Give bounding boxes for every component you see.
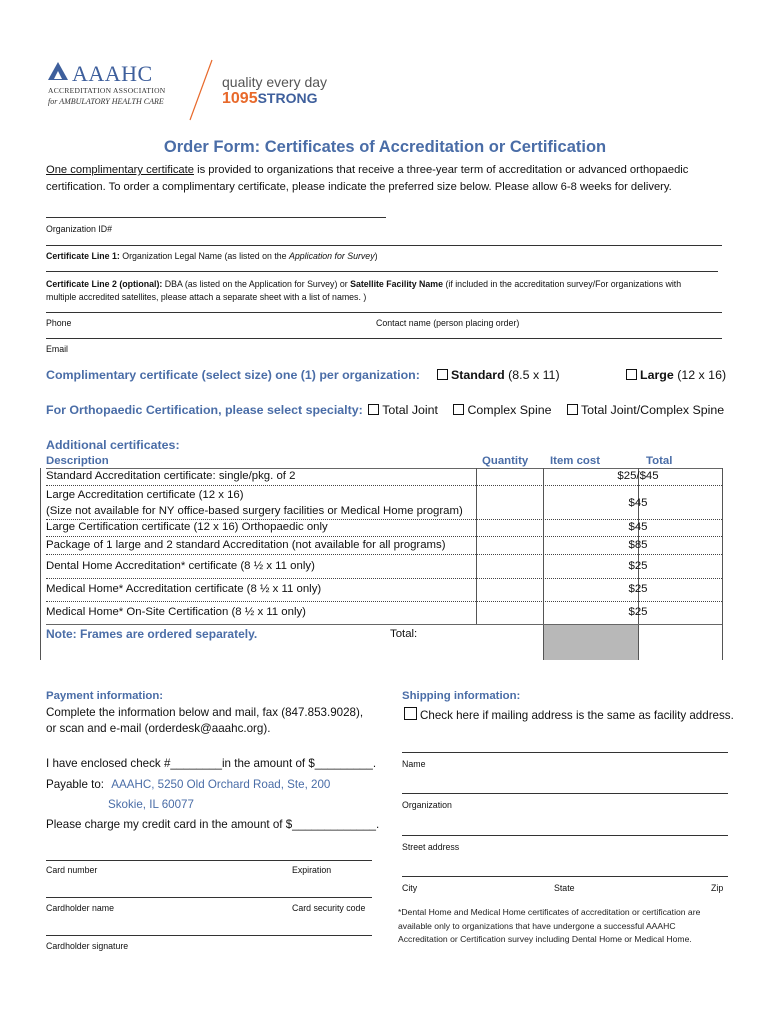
security-code-label: Card security code — [292, 903, 366, 913]
checkbox-icon[interactable] — [437, 369, 448, 380]
payment-heading: Payment information: — [46, 690, 164, 702]
row-divider — [46, 485, 722, 486]
row-desc: Package of 1 large and 2 standard Accreditation (not available for all programs) — [46, 539, 446, 551]
standard-bold: Standard — [451, 368, 505, 382]
phone-contact-input[interactable] — [46, 312, 722, 313]
large-option[interactable] — [626, 368, 726, 382]
total-label: Total: — [390, 628, 418, 640]
row-divider — [46, 578, 722, 579]
complimentary-label: Complimentary certificate (select size) one (1) per organization: — [46, 368, 420, 382]
table-row — [46, 560, 720, 572]
row-desc: Large Accreditation certificate (12 x 16) — [46, 489, 244, 501]
tagline-number: 1095 — [222, 90, 258, 107]
cert-line1-end: ) — [374, 251, 378, 261]
intro-text — [46, 162, 736, 196]
table-row — [46, 470, 720, 482]
row-cost: $85 — [628, 539, 648, 551]
checkbox-icon[interactable] — [453, 404, 464, 415]
standard-option[interactable] — [437, 368, 560, 382]
table-right-border — [722, 468, 723, 660]
ship-zip-label: Zip — [711, 883, 724, 893]
contact-label: Contact name (person placing order) — [376, 318, 520, 328]
footnote-line3: Accreditation or Certification survey including Dental Home or Medical Home. — [398, 934, 692, 944]
payment-instructions — [46, 705, 363, 737]
ortho-row — [46, 403, 724, 417]
row-desc: Standard Accreditation certificate: single/pkg. of 2 — [46, 470, 296, 482]
cert-line1-bold: Certificate Line 1: — [46, 251, 120, 261]
large-size: (12 x 16) — [673, 368, 727, 382]
card-number-label: Card number — [46, 865, 98, 875]
cert-line2-input[interactable] — [46, 271, 718, 272]
cardholder-name-label: Cardholder name — [46, 903, 114, 913]
row-divider — [46, 554, 722, 555]
row-desc: Medical Home* Accreditation certificate (8 ½ x 11 only) — [46, 583, 322, 595]
col-description: Description — [46, 455, 109, 467]
credit-charge-line[interactable]: Please charge my credit card in the amount of $_____________. — [46, 818, 380, 831]
payment-line1: Complete the information below and mail, fax (847.853.9028), — [46, 706, 364, 719]
row-cost: $25 — [628, 606, 648, 618]
checkbox-icon[interactable] — [404, 707, 417, 720]
row-desc2: (Size not available for NY office-based surgery facilities or Medical Home program) — [46, 504, 463, 517]
ortho-joint-spine[interactable]: Total Joint/Complex Spine — [580, 403, 725, 417]
email-label: Email — [46, 344, 68, 354]
ship-city-input[interactable] — [402, 876, 728, 877]
phone-label: Phone — [46, 318, 72, 328]
logo-divider-icon — [186, 58, 216, 122]
cert-line2-end: (if included in the accreditation survey/For organizations with — [443, 279, 682, 289]
footnote-line2: available only to organizations that have undergone a successful AAAHC — [398, 920, 676, 931]
checkbox-icon[interactable] — [368, 404, 379, 415]
cert-line1-italic: Application for Survey — [289, 251, 375, 261]
ship-name-label: Name — [402, 759, 426, 769]
row-divider — [46, 536, 722, 537]
cert-line2-label — [46, 278, 726, 304]
logo-name: AAAHC — [72, 61, 153, 86]
footnote — [398, 906, 700, 947]
table-left-border — [40, 468, 41, 660]
ortho-total-joint[interactable]: Total Joint — [382, 403, 438, 417]
standard-size: (8.5 x 11) — [504, 368, 560, 382]
payable-addr2: Skokie, IL 60077 — [108, 798, 194, 811]
col-quantity: Quantity — [482, 455, 529, 467]
shipping-heading: Shipping information: — [402, 690, 521, 702]
footnote-line1: *Dental Home and Medical Home certificates of accreditation or certification are — [398, 907, 701, 917]
org-id-label: Organization ID# — [46, 224, 113, 234]
email-input[interactable] — [46, 338, 722, 339]
payable-to — [46, 778, 330, 791]
signature-label: Cardholder signature — [46, 941, 129, 951]
col-total: Total — [646, 455, 673, 467]
payable-addr1: AAAHC, 5250 Old Orchard Road, Ste, 200 — [111, 778, 331, 791]
intro-line1: is provided to organizations that receive a three-year term of accreditation or advanced orthopaedic — [193, 164, 689, 176]
tagline-word: STRONG — [257, 90, 318, 106]
check-line[interactable]: I have enclosed check #________in the amount of $_________. — [46, 757, 377, 770]
signature-input[interactable] — [46, 935, 372, 936]
page-title: Order Form: Certificates of Accreditation or Certification — [163, 138, 607, 156]
row-divider — [46, 519, 722, 520]
intro-line2: certification. To order a complimentary certificate, please indicate the preferred size below. Please allow 6-8 weeks for delivery. — [46, 181, 672, 193]
ortho-complex-spine[interactable]: Complex Spine — [467, 403, 552, 417]
row-cost: $45 — [628, 521, 648, 533]
large-bold: Large — [640, 368, 674, 382]
ship-name-input[interactable] — [402, 752, 728, 753]
ship-org-label: Organization — [402, 800, 452, 810]
cert-line2-bold2: Satellite Facility Name — [350, 279, 443, 289]
cert-line2-bold: Certificate Line 2 (optional): — [46, 279, 163, 289]
cert-line1-label — [46, 251, 378, 261]
cert-line1-text: Organization Legal Name (as listed on the — [119, 251, 290, 261]
ortho-label: For Orthopaedic Certification, please select specialty: — [46, 403, 363, 417]
tagline-1095 — [222, 90, 317, 108]
ship-org-input[interactable] — [402, 793, 728, 794]
total-cell — [544, 625, 638, 660]
row-desc: Medical Home* On-Site Certification (8 ½ x 11 only) — [46, 606, 306, 618]
row-divider — [46, 601, 722, 602]
cert-line1-input[interactable] — [46, 245, 722, 246]
payment-line2: or scan and e-mail (orderdesk@aaahc.org). — [46, 722, 271, 735]
cert-line2-line2: multiple accredited satellites, please attach a separate sheet with a list of names. ) — [46, 292, 367, 302]
ship-street-input[interactable] — [402, 835, 728, 836]
row-cost: $45 — [628, 497, 648, 509]
row-desc: Dental Home Accreditation* certificate (8 ½ x 11 only) — [46, 560, 315, 572]
ship-state-label: State — [554, 883, 575, 893]
org-id-line[interactable] — [46, 217, 386, 218]
checkbox-icon[interactable] — [567, 404, 578, 415]
same-address-label: Check here if mailing address is the same as facility address. — [420, 709, 734, 722]
cert-line2-text: DBA (as listed on the Application for Survey) or — [162, 279, 351, 289]
checkbox-icon[interactable] — [626, 369, 637, 380]
table-row — [46, 539, 720, 551]
additional-heading: Additional certificates: — [46, 438, 180, 452]
payable-label: Payable to: — [46, 778, 105, 791]
cardholder-name-input[interactable] — [46, 897, 372, 898]
table-row — [46, 521, 720, 533]
row-cost: $25/$45 — [617, 470, 659, 482]
intro-underlined: One complimentary certificate — [46, 164, 194, 176]
table-row — [46, 583, 720, 595]
logo-sub2: for AMBULATORY HEALTH CARE — [48, 97, 164, 106]
ship-street-label: Street address — [402, 842, 460, 852]
triangle-logo-inner-icon — [54, 71, 62, 79]
frames-note: Note: Frames are ordered separately. — [46, 627, 258, 641]
tagline: quality every day — [222, 74, 328, 90]
row-cost: $25 — [628, 583, 648, 595]
row-desc: Large Certification certificate (12 x 16) Orthopaedic only — [46, 521, 328, 533]
expiration-label: Expiration — [292, 865, 332, 875]
table-row — [46, 488, 720, 519]
ship-city-label: City — [402, 883, 418, 893]
logo-sub1: ACCREDITATION ASSOCIATION — [48, 86, 166, 95]
card-number-input[interactable] — [46, 860, 372, 861]
table-row — [46, 606, 720, 618]
col-item-cost: Item cost — [550, 455, 601, 467]
table-header-line — [46, 468, 722, 469]
same-address-option[interactable] — [404, 707, 734, 722]
row-cost: $25 — [628, 560, 648, 572]
